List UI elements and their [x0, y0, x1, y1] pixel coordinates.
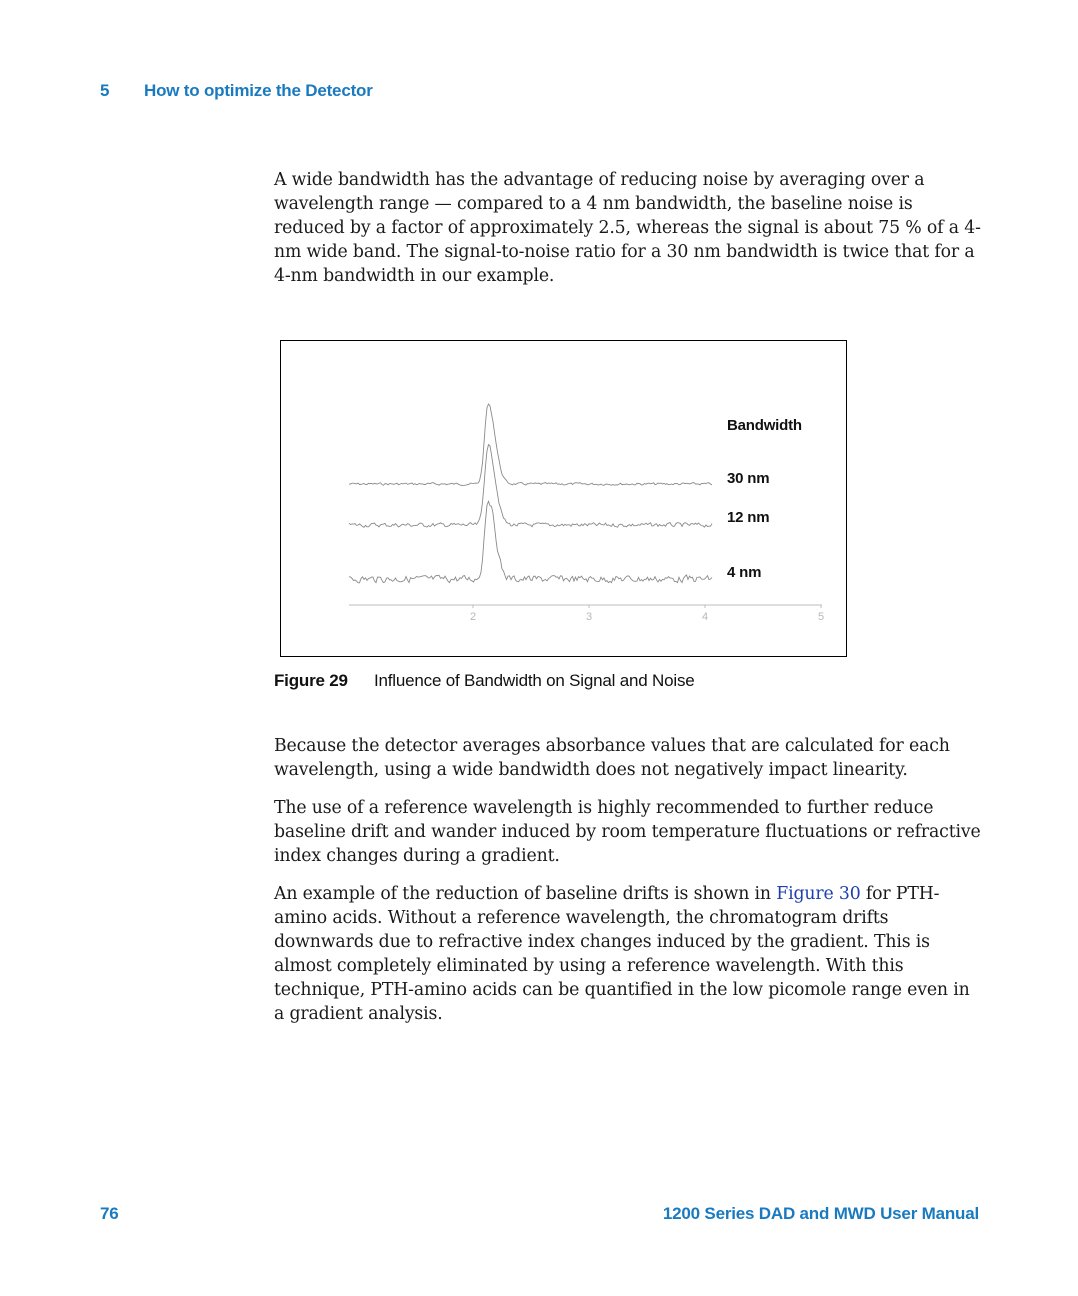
paragraph-reference-wavelength: The use of a reference wavelength is highly recommended to further reduce baseline drift and wander induced by room temperature fluctuations or refractive index changes during a gradient. — [274, 798, 981, 866]
series-line-4nm — [349, 501, 712, 583]
chapter-title: How to optimize the Detector — [144, 81, 373, 100]
paragraph-baseline-drift — [274, 882, 984, 1026]
legend-title: Bandwidth — [727, 417, 802, 434]
figure-number: Figure 29 — [274, 671, 348, 690]
manual-title: 1200 Series DAD and MWD User Manual — [662, 1204, 979, 1223]
chart-canvas — [281, 341, 846, 656]
running-header — [100, 81, 373, 101]
figure-30-link[interactable]: Figure 30 — [776, 884, 861, 904]
x-tick-label-4: 4 — [701, 611, 709, 623]
legend-label-30nm: 30 nm — [727, 470, 770, 487]
paragraph-linearity: Because the detector averages absorbance values that are calculated for each wavelength, using a wide bandwidth does not negatively impact linearity. — [274, 736, 950, 780]
legend-label-4nm: 4 nm — [727, 564, 762, 581]
series-line-30nm — [349, 404, 712, 485]
x-axis-ticks — [470, 605, 824, 623]
chart-series — [349, 404, 712, 583]
figure-29-chart — [280, 340, 847, 657]
figure-caption — [274, 671, 695, 691]
chapter-number: 5 — [100, 81, 110, 100]
page-number: 76 — [100, 1204, 119, 1223]
series-line-12nm — [349, 445, 712, 528]
x-tick-label-2: 2 — [469, 611, 477, 623]
x-tick-label-3: 3 — [585, 611, 593, 623]
figure-title: Influence of Bandwidth on Signal and Noise — [374, 671, 695, 690]
x-tick-label-5: 5 — [817, 611, 825, 623]
paragraph-text-end: for PTH-amino acids. Without a reference wavelength, the chromatogram drifts downwards due to refractive index changes induced by the gradient. This is almost completely eliminated by using a reference wavelength. With this technique, PTH-amino acids can be quantified in the low picomole range even in a gradient analysis. — [274, 884, 970, 1024]
paragraph-text-start: An example of the reduction of baseline drifts is shown in — [274, 884, 777, 904]
paragraph-bandwidth: A wide bandwidth has the advantage of reducing noise by averaging over a wavelength range — compared to a 4 nm bandwidth, the baseline noise is reduced by a factor of approximately 2.5, whereas the signal is about 75 % of a 4-nm wide band. The signal-to-noise ratio for a 30 nm bandwidth is twice that for a 4-nm bandwidth in our example. — [274, 170, 981, 286]
legend-label-12nm: 12 nm — [727, 509, 770, 526]
